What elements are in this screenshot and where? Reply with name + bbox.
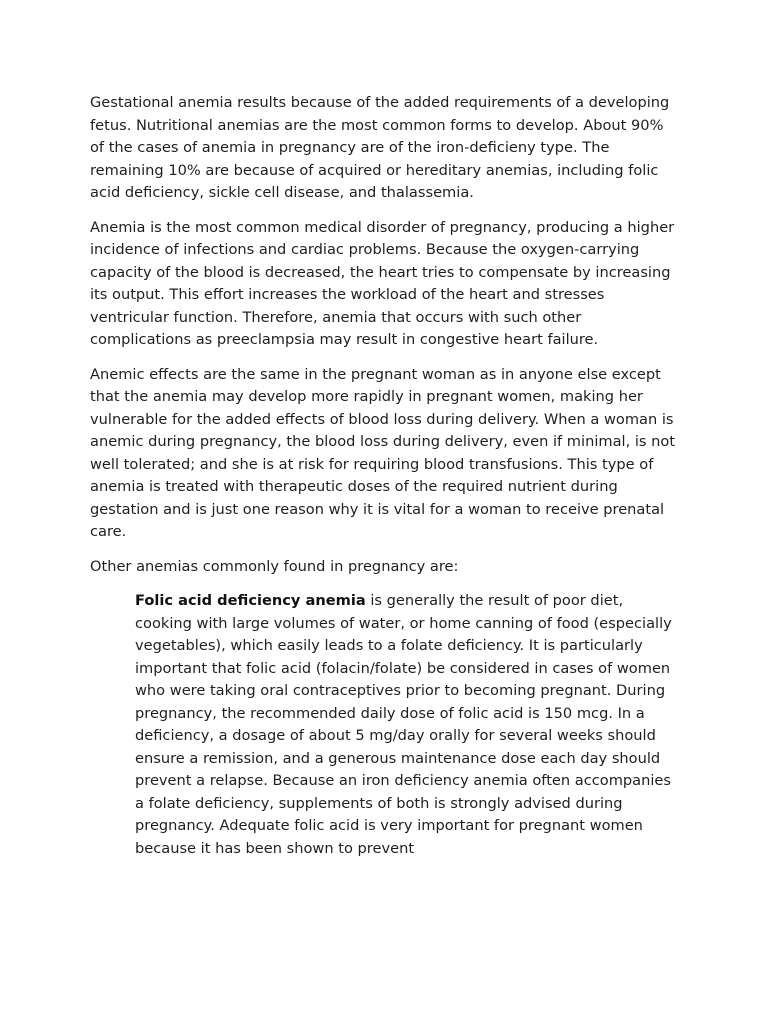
folic-acid-item (135, 590, 680, 860)
paragraph-anemic-effects: Anemic effects are the same in the pregnant woman as in anyone else except that the anemia may develop more rapidly in pregnant women, making her vulnerable for the added effects of blood loss during delivery. When a woman is anemic during pregnancy, the blood loss during delivery, even if minimal, is not well tolerated; and she is at risk for requiring blood transfusions. This type of anemia is treated with therapeutic doses of the required nutrient during gestation and is just one reason why it is vital for a woman to receive prenatal care. (90, 365, 676, 540)
document-page (90, 92, 680, 860)
folic-acid-term: Folic acid deficiency anemia (135, 592, 366, 609)
paragraph-other-anemias-intro: Other anemias commonly found in pregnancy are: (90, 557, 459, 575)
folic-acid-description: is generally the result of poor diet, cooking with large volumes of water, or home canning of food (especially vegetables), which easily leads to a folate deficiency. It is particularly important that folic acid (folacin/folate) be considered in cases of women who were taking oral contraceptives prior to becoming pregnant. During pregnancy, the recommended daily dose of folic acid is 150 mcg. In a deficiency, a dosage of about 5 mg/day orally for several weeks should ensure a remission, and a generous maintenance dose each day should prevent a relapse. Because an iron deficiency anemia often accompanies a folate deficiency, supplements of both is strongly advised during pregnancy. Adequate folic acid is very important for pregnant women because it has been shown to prevent (135, 592, 672, 857)
paragraph-gestational-anemia: Gestational anemia results because of the added requirements of a developing fetus. Nutritional anemias are the most common forms to develop. About 90% of the cases of anemia in pregnancy are of the iron-deficieny type. The remaining 10% are because of acquired or hereditary anemias, including folic acid deficiency, sickle cell disease, and thalassemia. (90, 94, 670, 201)
paragraph-medical-disorder: Anemia is the most common medical disorder of pregnancy, producing a higher incidence of infections and cardiac problems. Because the oxygen-carrying capacity of the blood is decreased, the heart tries to compensate by increasing its output. This effort increases the workload of the heart and stresses ventricular function. Therefore, anemia that occurs with such other complications as preeclampsia may result in congestive heart failure. (90, 218, 675, 348)
